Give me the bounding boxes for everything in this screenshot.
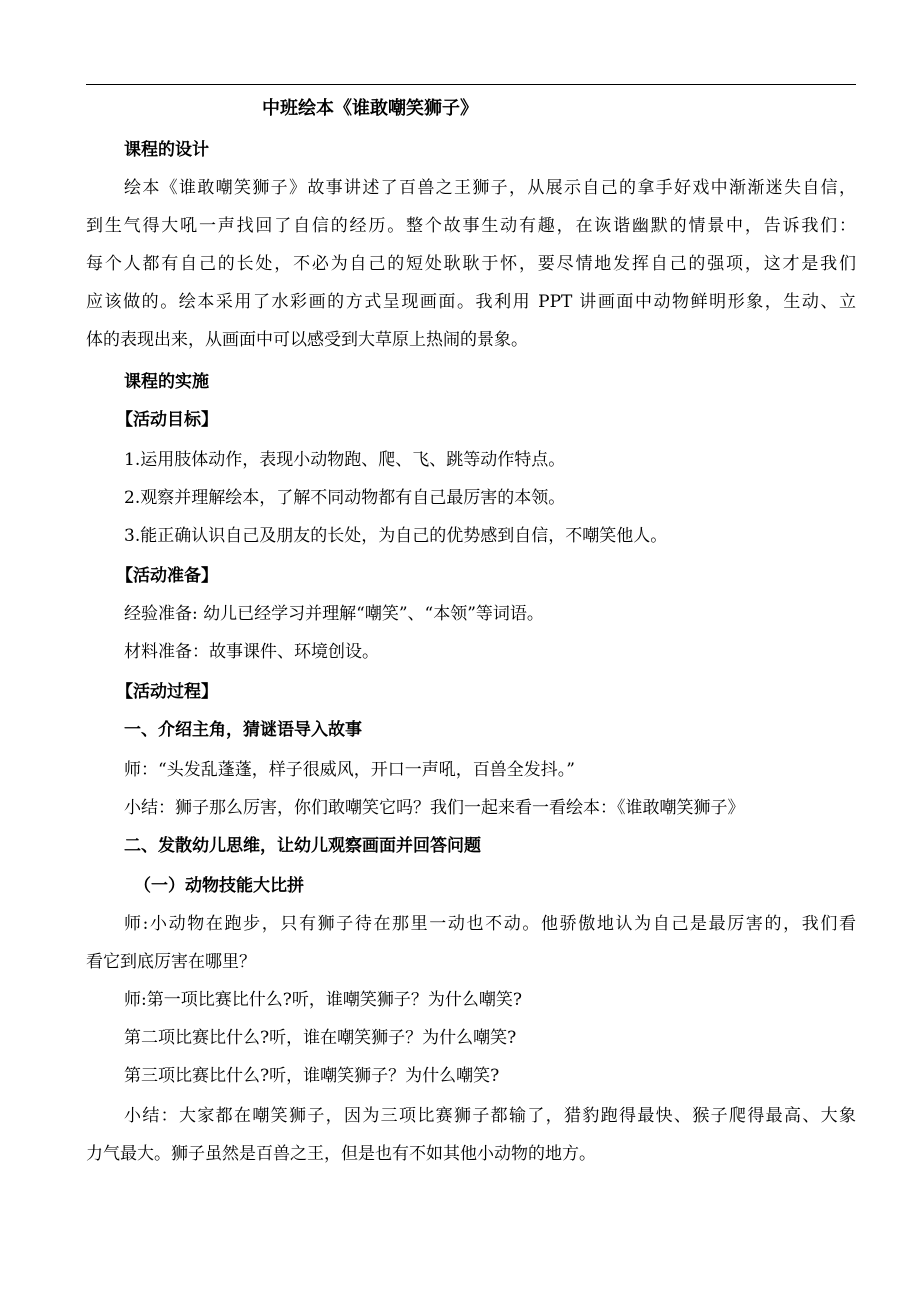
design-heading: 课程的设计 [124, 140, 209, 160]
design-para-line-3: 每个人都有自己的长处，不必为自己的短处耿耿于怀，要尽情地发挥自己的强项，这才是我们 [86, 254, 856, 274]
page-title: 中班绘本《谁敢嘲笑狮子》 [262, 98, 478, 119]
design-para-line-4: 应该做的。绘本采用了水彩画的方式呈现画面。我利用 PPT 讲画面中动物鲜明形象，生动、立 [86, 292, 856, 312]
header-rule [86, 84, 856, 85]
question-1: 师:第一项比赛比什么?听，谁嘲笑狮子？为什么嘲笑? [124, 990, 522, 1010]
step2-heading: 二、发散幼儿思维，让幼儿观察画面并回答问题 [124, 836, 481, 856]
implement-heading: 课程的实施 [124, 372, 209, 392]
summary-para-line-1: 小结：大家都在嘲笑狮子，因为三项比赛狮子都输了，猎豹跑得最快、猴子爬得最高、大象 [124, 1106, 856, 1126]
sub1-heading: （一）动物技能大比拼 [134, 876, 304, 896]
question-3: 第三项比赛比什么?听，谁嘲笑狮子？为什么嘲笑? [124, 1066, 500, 1086]
step1-line-2: 小结：狮子那么厉害，你们敢嘲笑它吗？我们一起来看一看绘本：《谁敢嘲笑狮子》 [124, 798, 745, 818]
goal-item-2: 2.观察并理解绘本，了解不同动物都有自己最厉害的本领。 [124, 488, 566, 508]
question-2: 第二项比赛比什么?听，谁在嘲笑狮子？为什么嘲笑? [124, 1028, 517, 1048]
process-heading: 【活动过程】 [116, 682, 218, 702]
design-para-line-1: 绘本《谁敢嘲笑狮子》故事讲述了百兽之王狮子，从展示自己的拿手好戏中渐渐迷失自信， [124, 178, 856, 198]
prep-heading: 【活动准备】 [116, 566, 218, 586]
summary-para-line-2: 力气最大。狮子虽然是百兽之王，但是也有不如其他小动物的地方。 [86, 1144, 596, 1164]
teacher-para-line-1: 师:小动物在跑步，只有狮子待在那里一动也不动。他骄傲地认为自己是最厉害的，我们看 [124, 914, 856, 934]
step1-heading: 一、介绍主角，猜谜语导入故事 [124, 720, 362, 740]
prep-item-2: 材料准备：故事课件、环境创设。 [124, 642, 379, 662]
goals-heading: 【活动目标】 [116, 410, 218, 430]
teacher-para-line-2: 看它到底厉害在哪里？ [86, 952, 256, 972]
step1-line-1: 师：“头发乱蓬蓬，样子很威风，开口一声吼，百兽全发抖。” [124, 760, 575, 780]
design-para-line-2: 到生气得大吼一声找回了自信的经历。整个故事生动有趣，在诙谐幽默的情景中，告诉我们： [86, 216, 856, 236]
goal-item-1: 1.运用肢体动作，表现小动物跑、爬、飞、跳等动作特点。 [124, 450, 566, 470]
goal-item-3: 3.能正确认识自己及朋友的长处，为自己的优势感到自信，不嘲笑他人。 [124, 526, 668, 546]
design-para-line-5: 体的表现出来，从画面中可以感受到大草原上热闹的景象。 [86, 330, 528, 350]
prep-item-1: 经验准备: 幼儿已经学习并理解“嘲笑”、“本领”等词语。 [124, 604, 544, 624]
